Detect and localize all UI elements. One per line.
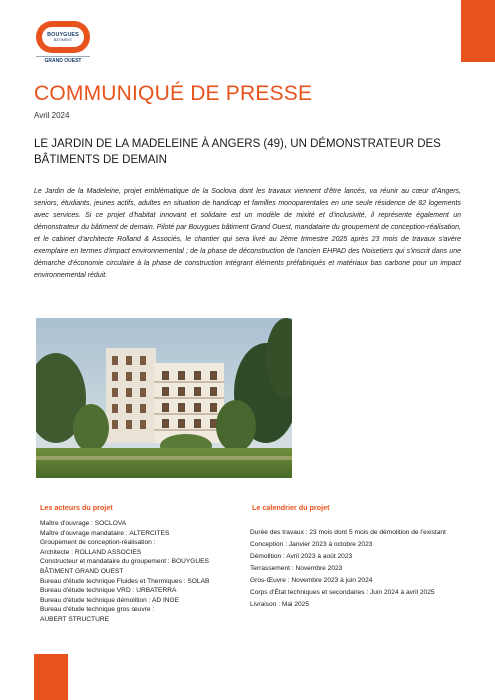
calendar-item: Terrassement : Novembre 2023 (250, 564, 343, 572)
calendar-item: Gros-Œuvre : Novembre 2023 à juin 2024 (250, 576, 373, 584)
company-logo (36, 21, 90, 65)
calendar-item: Démolition : Avril 2023 à août 2023 (250, 552, 353, 560)
actor-line: Maître d'ouvrage mandataire : ALTERCITES (40, 529, 170, 537)
actor-line: Groupement de conception-réalisation : (40, 539, 156, 547)
actor-line: Architecte : ROLLAND ASSOCIES (40, 548, 142, 556)
logo-name: BOUYGUES (47, 32, 79, 38)
logo-subtitle: BÂTIMENT (53, 38, 73, 42)
building-photo (36, 318, 292, 478)
actor-line: Bureau d'étude technique VRD : URBATERRA (40, 587, 177, 595)
logo-region: GRAND OUEST (36, 56, 90, 64)
actors-list (40, 519, 245, 625)
actors-section-title: Les acteurs du projet (40, 503, 113, 512)
calendar-list (250, 528, 460, 612)
logo-badge (36, 21, 90, 53)
headline: LE JARDIN DE LA MADELEINE À ANGERS (49), UN DÉMONSTRATEUR DES BÂTIMENTS DE DEMAIN (34, 138, 441, 166)
actor-line: Constructeur et mandataire du groupement : BOUYGUES (40, 558, 209, 566)
calendar-item: Livraison : Mai 2025 (250, 600, 310, 608)
calendar-item: Conception : Janvier 2023 à octobre 2023 (250, 540, 373, 548)
logo-inner (42, 27, 84, 47)
actor-line: BÂTIMENT GRAND OUEST (40, 567, 124, 575)
actor-line: Bureau d'étude technique démolition : AD INGE (40, 596, 180, 604)
actor-line: Maître d'ouvrage : SOCLOVA (40, 520, 127, 527)
intro-paragraph: Le Jardin de la Madeleine, projet emblématique de la Soclova dont les travaux viennent d'être lancés, va réunir au cœur d'Angers, seniors, étudiants, jeunes actifs, adultes en situation de handicap et familles monoparentales en une seule résidence de 82 logements avec services. Si ce projet d'habitat innovant et solidaire est un modèle de mixité et d'inclusivité, il représente également un démonstrateur du bâtiment de demain. Piloté par Bouygues bâtiment Grand Ouest, mandataire du groupement de conception-réalisation, et le cabinet d'architecte Rolland & Associés, le chantier qui sera livré au 2ème trimestre 2025 après 23 mois de travaux s'avère exemplaire en termes d'impact environnemental ; de la phase de déconstruction de l'ancien EHPAD des Noisetiers qui s'inscrit dans une démarche d'économie circulaire à la phase de construction intégrant éléments préfabriqués et matériaux bas carbone pour un impact environnemental réduit. (34, 188, 461, 279)
actor-line: Bureau d'étude technique gros œuvre : (40, 606, 155, 614)
corner-decoration-top (461, 0, 495, 62)
actor-line: Bureau d'étude technique Fluides et Thermiques : SOLAB (40, 577, 210, 585)
calendar-item: Durée des travaux : 23 mois dont 5 mois de démolition de l'existant (250, 529, 446, 536)
calendar-section-title: Le calendrier du projet (252, 503, 330, 512)
calendar-item: Corps d'État techniques et secondaires : Juin 2024 à avril 2025 (250, 588, 435, 596)
corner-decoration-bottom (34, 654, 68, 700)
press-release-date: Avril 2024 (34, 111, 70, 120)
building-illustration (36, 318, 292, 478)
press-release-title: COMMUNIQUÉ DE PRESSE (34, 82, 313, 105)
actor-line: AUBERT STRUCTURE (40, 615, 109, 623)
